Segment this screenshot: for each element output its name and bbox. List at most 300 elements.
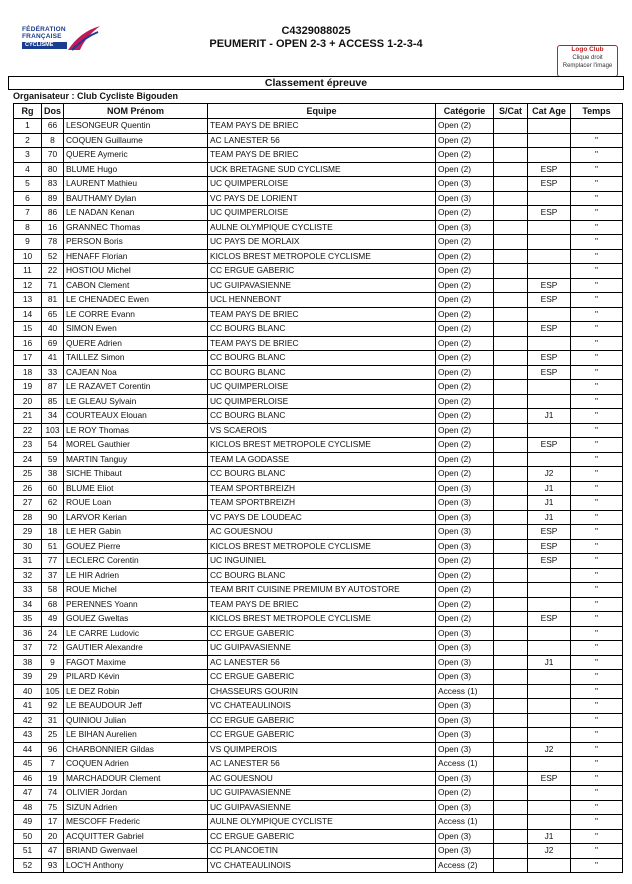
cell-rider-name: GAUTIER Alexandre [64,641,208,656]
cell-age-category: J1 [528,481,571,496]
cell-time: " [571,496,623,511]
cell-bib: 31 [42,713,64,728]
cell-subcategory [494,626,528,641]
cell-bib: 93 [42,858,64,873]
cell-bib: 51 [42,539,64,554]
cell-rank: 25 [14,467,42,482]
cell-time: " [571,786,623,801]
cell-subcategory [494,278,528,293]
cell-subcategory [494,699,528,714]
cell-category: Open (3) [436,641,494,656]
cell-rider-name: BLUME Eliot [64,481,208,496]
cell-rider-name: LE BIHAN Aurelien [64,728,208,743]
cell-age-category: ESP [528,278,571,293]
cell-rank: 19 [14,380,42,395]
cell-rider-name: LE HER Gabin [64,525,208,540]
cell-age-category: J1 [528,496,571,511]
cell-rank: 37 [14,641,42,656]
cell-bib: 52 [42,249,64,264]
logo-club-hint: Clique droit [572,55,603,61]
table-row [14,191,623,206]
logo-club-hint-2: Remplacer l'image [562,63,613,69]
cell-age-category [528,815,571,830]
cell-age-category [528,699,571,714]
cell-rider-name: PERENNES Yoann [64,597,208,612]
cell-team: KICLOS BREST METROPOLE CYCLISME [208,249,436,264]
results-body [14,119,623,873]
cell-category: Open (2) [436,264,494,279]
cell-team: CC ERGUE GABERIC [208,264,436,279]
cell-subcategory [494,206,528,221]
cell-rank: 48 [14,800,42,815]
cell-rider-name: LE DEZ Robin [64,684,208,699]
cell-rider-name: GRANNEC Thomas [64,220,208,235]
cell-time: " [571,539,623,554]
cell-time: " [571,409,623,424]
table-row [14,365,623,380]
cell-time: " [571,191,623,206]
cell-rider-name: QUERE Aymeric [64,148,208,163]
cell-time: " [571,380,623,395]
cell-time: " [571,800,623,815]
cell-subcategory [494,293,528,308]
cell-subcategory [494,438,528,453]
cell-subcategory [494,612,528,627]
cell-age-category [528,380,571,395]
cell-age-category [528,119,571,134]
table-row [14,742,623,757]
cell-age-category: ESP [528,554,571,569]
col-subcategory: S/Cat [494,104,528,119]
cell-bib: 65 [42,307,64,322]
cell-time: " [571,249,623,264]
cell-category: Open (2) [436,307,494,322]
cell-bib: 78 [42,235,64,250]
cell-rank: 24 [14,452,42,467]
cell-rank: 45 [14,757,42,772]
organiser: Organisateur : Club Cycliste Bigouden [13,91,179,101]
cell-age-category [528,728,571,743]
table-row [14,148,623,163]
cell-subcategory [494,481,528,496]
cell-age-category: J1 [528,655,571,670]
cell-time [571,119,623,134]
cell-rider-name: LE GLEAU Sylvain [64,394,208,409]
cell-team: TEAM LA GODASSE [208,452,436,467]
table-row [14,815,623,830]
cell-category: Open (2) [436,336,494,351]
cell-rank: 13 [14,293,42,308]
cell-category: Open (2) [436,554,494,569]
cell-subcategory [494,670,528,685]
cell-subcategory [494,336,528,351]
cell-bib: 74 [42,786,64,801]
cell-rank: 2 [14,133,42,148]
cell-subcategory [494,583,528,598]
cell-subcategory [494,539,528,554]
cell-rank: 34 [14,597,42,612]
cell-rider-name: LECLERC Corentin [64,554,208,569]
cell-rider-name: OLIVIER Jordan [64,786,208,801]
cell-subcategory [494,742,528,757]
cell-category: Open (3) [436,713,494,728]
cell-rank: 23 [14,438,42,453]
cell-age-category [528,307,571,322]
cell-rider-name: PERSON Boris [64,235,208,250]
table-row [14,481,623,496]
cell-rider-name: COQUEN Guillaume [64,133,208,148]
table-row [14,496,623,511]
cell-age-category: J1 [528,829,571,844]
cell-bib: 75 [42,800,64,815]
cell-rank: 10 [14,249,42,264]
cell-age-category [528,394,571,409]
cell-bib: 90 [42,510,64,525]
cell-rank: 22 [14,423,42,438]
cell-team: TEAM BRIT CUISINE PREMIUM BY AUTOSTORE [208,583,436,598]
table-row [14,264,623,279]
cell-bib: 83 [42,177,64,192]
cell-time: " [571,684,623,699]
cell-category: Open (3) [436,728,494,743]
cell-category: Open (2) [436,133,494,148]
cell-rider-name: LE CARRE Ludovic [64,626,208,641]
cell-bib: 38 [42,467,64,482]
cell-bib: 34 [42,409,64,424]
cell-bib: 59 [42,452,64,467]
cell-rank: 44 [14,742,42,757]
cell-subcategory [494,249,528,264]
cell-team: CC BOURG BLANC [208,409,436,424]
cell-rider-name: COQUEN Adrien [64,757,208,772]
cell-team: CC ERGUE GABERIC [208,670,436,685]
table-row [14,351,623,366]
table-row [14,438,623,453]
table-row [14,670,623,685]
cell-team: VC CHATEAULINOIS [208,858,436,873]
cell-rider-name: LE NADAN Kenan [64,206,208,221]
cell-rider-name: LESONGEUR Quentin [64,119,208,134]
cell-team: AC GOUESNOU [208,771,436,786]
cell-time: " [571,655,623,670]
cell-team: UC QUIMPERLOISE [208,177,436,192]
col-name: NOM Prénom [64,104,208,119]
logo-club-label: Logo Club [571,46,604,53]
cell-team: CC BOURG BLANC [208,365,436,380]
col-age-category: Cat Age [528,104,571,119]
cell-rider-name: BLUME Hugo [64,162,208,177]
cell-category: Open (3) [436,800,494,815]
cell-rank: 21 [14,409,42,424]
club-logo-placeholder[interactable] [557,45,618,77]
cell-rider-name: CABON Clement [64,278,208,293]
cell-rider-name: LAURENT Mathieu [64,177,208,192]
cell-time: " [571,583,623,598]
cell-rank: 29 [14,525,42,540]
cell-category: Access (2) [436,858,494,873]
cell-bib: 40 [42,322,64,337]
cell-team: UC PAYS DE MORLAIX [208,235,436,250]
cell-team: CC ERGUE GABERIC [208,829,436,844]
cell-subcategory [494,771,528,786]
cell-team: CC ERGUE GABERIC [208,713,436,728]
cell-bib: 58 [42,583,64,598]
cell-rank: 6 [14,191,42,206]
table-row [14,220,623,235]
cell-subcategory [494,235,528,250]
cell-rider-name: MESCOFF Frederic [64,815,208,830]
federation-line2: FRANÇAISE [22,33,62,40]
cell-bib: 68 [42,597,64,612]
cell-subcategory [494,322,528,337]
cell-rank: 28 [14,510,42,525]
cell-bib: 16 [42,220,64,235]
cell-rank: 9 [14,235,42,250]
cell-rider-name: LARVOR Kerian [64,510,208,525]
cell-age-category [528,713,571,728]
cell-team: KICLOS BREST METROPOLE CYCLISME [208,438,436,453]
cell-rider-name: ROUE Loan [64,496,208,511]
cell-team: TEAM PAYS DE BRIEC [208,336,436,351]
cell-time: " [571,771,623,786]
cell-time: " [571,525,623,540]
cell-subcategory [494,844,528,859]
cell-rider-name: CHARBONNIER Gildas [64,742,208,757]
cell-rank: 5 [14,177,42,192]
table-row [14,539,623,554]
cell-team: UC QUIMPERLOISE [208,206,436,221]
cell-age-category: ESP [528,322,571,337]
cell-team: TEAM PAYS DE BRIEC [208,597,436,612]
table-header-row [14,104,623,119]
table-row [14,757,623,772]
cell-bib: 71 [42,278,64,293]
cell-rider-name: SIZUN Adrien [64,800,208,815]
cell-category: Open (2) [436,293,494,308]
cell-team: KICLOS BREST METROPOLE CYCLISME [208,612,436,627]
cell-rank: 43 [14,728,42,743]
cell-rider-name: GOUEZ Pierre [64,539,208,554]
cell-bib: 29 [42,670,64,685]
cell-bib: 96 [42,742,64,757]
cell-age-category: ESP [528,771,571,786]
cell-category: Open (2) [436,119,494,134]
cell-team: CC BOURG BLANC [208,568,436,583]
cell-category: Open (2) [436,467,494,482]
cell-time: " [571,264,623,279]
cell-time: " [571,815,623,830]
cell-bib: 9 [42,655,64,670]
race-code: C4329088025 [281,25,351,37]
cell-time: " [571,612,623,627]
cell-age-category [528,786,571,801]
cell-rank: 41 [14,699,42,714]
cell-team: CHASSEURS GOURIN [208,684,436,699]
cell-subcategory [494,641,528,656]
cell-rider-name: ACQUITTER Gabriel [64,829,208,844]
cell-time: " [571,568,623,583]
cell-age-category [528,133,571,148]
cell-rider-name: QUINIOU Julian [64,713,208,728]
cell-time: " [571,481,623,496]
cell-age-category: ESP [528,206,571,221]
cell-bib: 22 [42,264,64,279]
cell-team: UC GUIPAVASIENNE [208,641,436,656]
cell-time: " [571,133,623,148]
table-row [14,235,623,250]
cell-rider-name: LE CORRE Evann [64,307,208,322]
cell-subcategory [494,597,528,612]
cell-subcategory [494,525,528,540]
cell-rider-name: FAGOT Maxime [64,655,208,670]
table-row [14,800,623,815]
ranking-title: Classement épreuve [8,76,624,90]
table-row [14,206,623,221]
cell-team: CC PLANCOETIN [208,844,436,859]
cell-bib: 85 [42,394,64,409]
cell-category: Open (2) [436,786,494,801]
cell-age-category: ESP [528,365,571,380]
table-row [14,380,623,395]
cell-time: " [571,641,623,656]
cell-time: " [571,670,623,685]
cell-subcategory [494,757,528,772]
cell-category: Open (2) [436,452,494,467]
cell-subcategory [494,394,528,409]
cell-rank: 26 [14,481,42,496]
cell-time: " [571,699,623,714]
cell-age-category [528,148,571,163]
cell-age-category: ESP [528,438,571,453]
cell-time: " [571,597,623,612]
cell-rank: 47 [14,786,42,801]
cell-subcategory [494,728,528,743]
table-row [14,568,623,583]
cell-rider-name: HOSTIOU Michel [64,264,208,279]
table-row [14,858,623,873]
table-row [14,307,623,322]
cell-rank: 51 [14,844,42,859]
cell-team: VS QUIMPEROIS [208,742,436,757]
cell-subcategory [494,220,528,235]
cell-rider-name: GOUEZ Gweltas [64,612,208,627]
cell-age-category: J2 [528,742,571,757]
cell-subcategory [494,191,528,206]
cell-team: AULNE OLYMPIQUE CYCLISTE [208,220,436,235]
cell-rank: 18 [14,365,42,380]
cell-age-category [528,568,571,583]
cell-rank: 33 [14,583,42,598]
cell-category: Open (3) [436,220,494,235]
cell-rider-name: QUERE Adrien [64,336,208,351]
cell-rank: 38 [14,655,42,670]
cell-category: Open (2) [436,438,494,453]
cell-rider-name: LE HIR Adrien [64,568,208,583]
cell-time: " [571,336,623,351]
cell-subcategory [494,496,528,511]
cell-time: " [571,742,623,757]
col-time: Temps [571,104,623,119]
cell-subcategory [494,177,528,192]
cell-age-category [528,423,571,438]
cell-team: TEAM PAYS DE BRIEC [208,148,436,163]
cell-time: " [571,510,623,525]
cell-team: TEAM PAYS DE BRIEC [208,307,436,322]
cell-subcategory [494,162,528,177]
cell-time: " [571,757,623,772]
cell-team: CC ERGUE GABERIC [208,626,436,641]
cell-category: Open (3) [436,510,494,525]
cell-category: Open (2) [436,322,494,337]
cell-subcategory [494,133,528,148]
cell-time: " [571,452,623,467]
cell-rider-name: MOREL Gauthier [64,438,208,453]
cell-age-category [528,264,571,279]
cell-team: TEAM SPORTBREIZH [208,481,436,496]
cell-category: Open (3) [436,670,494,685]
cell-team: KICLOS BREST METROPOLE CYCLISME [208,539,436,554]
cell-age-category: J1 [528,409,571,424]
cell-time: " [571,728,623,743]
cell-team: UC QUIMPERLOISE [208,380,436,395]
cell-rank: 35 [14,612,42,627]
cell-bib: 18 [42,525,64,540]
cell-bib: 17 [42,815,64,830]
cell-rider-name: LE RAZAVET Corentin [64,380,208,395]
cell-category: Open (2) [436,206,494,221]
cell-time: " [571,438,623,453]
cell-rider-name: CAJEAN Noa [64,365,208,380]
cell-time: " [571,162,623,177]
cell-category: Open (3) [436,191,494,206]
cell-subcategory [494,815,528,830]
cell-category: Open (3) [436,844,494,859]
cell-time: " [571,554,623,569]
cell-bib: 103 [42,423,64,438]
cell-age-category: ESP [528,539,571,554]
cell-team: VC PAYS DE LORIENT [208,191,436,206]
cell-team: VS SCAEROIS [208,423,436,438]
cell-rider-name: COURTEAUX Elouan [64,409,208,424]
cell-bib: 7 [42,757,64,772]
table-row [14,467,623,482]
results-table [13,103,623,873]
cell-time: " [571,829,623,844]
cell-bib: 92 [42,699,64,714]
cell-time: " [571,322,623,337]
cell-rider-name: HENAFF Florian [64,249,208,264]
cell-time: " [571,467,623,482]
cell-category: Open (3) [436,481,494,496]
cell-time: " [571,351,623,366]
cell-time: " [571,307,623,322]
cell-age-category: J2 [528,844,571,859]
cell-rank: 50 [14,829,42,844]
cell-age-category [528,220,571,235]
cell-age-category [528,858,571,873]
cell-age-category: ESP [528,293,571,308]
cell-rank: 49 [14,815,42,830]
cell-age-category [528,670,571,685]
federation-line1: FÉDÉRATION [22,26,66,33]
cell-category: Open (3) [436,496,494,511]
cell-team: UCK BRETAGNE SUD CYCLISME [208,162,436,177]
cell-bib: 33 [42,365,64,380]
cell-category: Open (2) [436,278,494,293]
table-row [14,119,623,134]
cell-subcategory [494,148,528,163]
federation-band: CYCLISME [22,42,67,49]
